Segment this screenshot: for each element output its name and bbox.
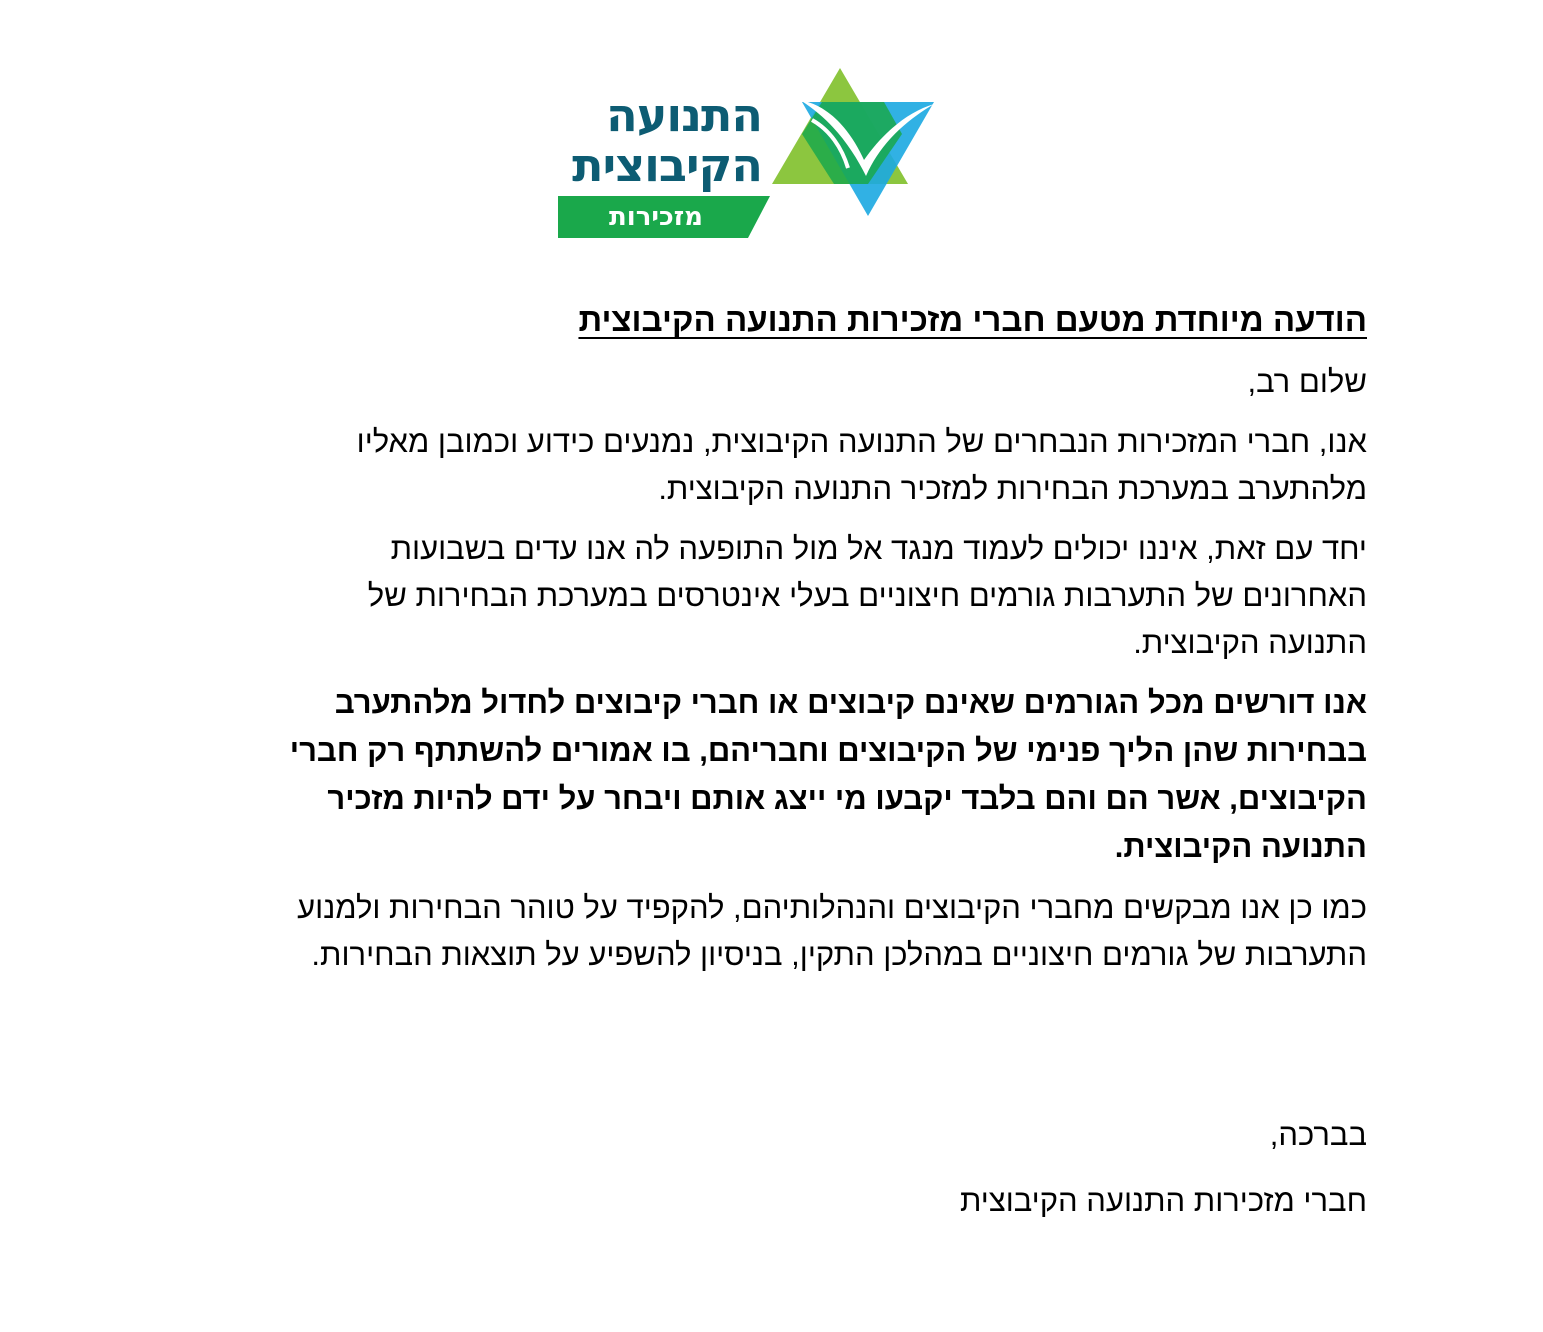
paragraph-line: אנו, חברי המזכירות הנבחרים של התנועה הקיבוצית, נמנעים כידוע וכמובן מאליו bbox=[356, 424, 1367, 459]
logo-banner-text: מזכירות bbox=[609, 202, 703, 232]
paragraph-line: האחרונים של התערבות גורמים חיצוניים בעלי אינטרסים במערכת הבחירות של bbox=[367, 578, 1367, 613]
paragraph-4 bbox=[137, 884, 1367, 978]
paragraph-3-demand bbox=[137, 679, 1367, 871]
letter-title: הודעה מיוחדת מטעם חברי מזכירות התנועה הקיבוצית bbox=[578, 301, 1367, 338]
paragraph-2 bbox=[137, 525, 1367, 666]
star-icon bbox=[772, 64, 937, 219]
paragraph-line: יחד עם זאת, איננו יכולים לעמוד מנגד אל מול התופעה לה אנו עדים בשבועות bbox=[390, 531, 1367, 566]
paragraph-line: התנועה הקיבוצית. bbox=[1114, 829, 1367, 864]
paragraph-line: הקיבוצים, אשר הם והם בלבד יקבעו מי ייצג אותם ויבחר על ידם להיות מזכיר bbox=[327, 781, 1367, 816]
paragraph-line: אנו דורשים מכל הגורמים שאינם קיבוצים או חברי קיבוצים לחדול מלהתערב bbox=[334, 685, 1367, 720]
paragraph-line: התנועה הקיבוצית. bbox=[1133, 625, 1367, 660]
greeting: שלום רב, bbox=[1247, 364, 1367, 399]
paragraph-line: התערבות של גורמים חיצוניים במהלכן התקין, בניסיון להשפיע על תוצאות הבחירות. bbox=[311, 937, 1367, 972]
letter-closing bbox=[960, 1111, 1367, 1243]
paragraph-line: כמו כן אנו מבקשים מחברי הקיבוצים והנהלותיהם, להקפיד על טוהר הבחירות ולמנוע bbox=[297, 890, 1367, 925]
paragraph-line: מלהתערב במערכת הבחירות למזכיר התנועה הקיבוצית. bbox=[658, 471, 1367, 506]
letter-body bbox=[137, 296, 1367, 991]
paragraph-line: בבחירות שהן הליך פנימי של הקיבוצים וחבריהם, בו אמורים להשתתף רק חברי bbox=[289, 733, 1367, 768]
signature: חברי מזכירות התנועה הקיבוצית bbox=[959, 1183, 1367, 1218]
logo-text-line-1: התנועה bbox=[606, 88, 762, 142]
paragraph-1 bbox=[137, 418, 1367, 512]
kibbutz-movement-logo bbox=[552, 60, 942, 245]
logo-text-line-2: הקיבוצית bbox=[572, 138, 762, 192]
closing-salutation: בברכה, bbox=[1269, 1117, 1367, 1152]
